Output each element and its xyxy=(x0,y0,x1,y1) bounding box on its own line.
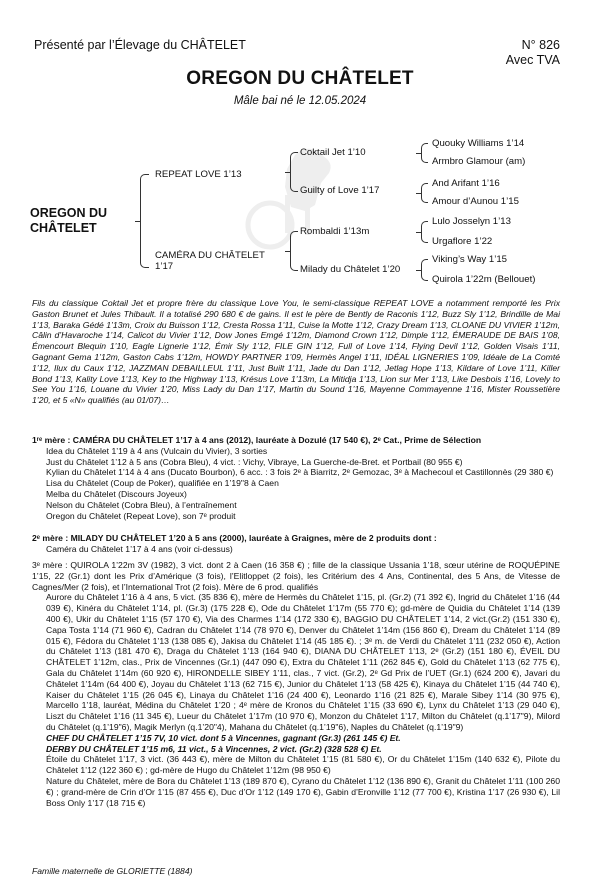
first-dam-line: Nelson du Châtelet (Cobra Bleu), à l’entraînement xyxy=(46,499,237,510)
pedigree-horse: OREGON DU CHÂTELET xyxy=(30,206,108,235)
pedigree-brace-4 xyxy=(421,143,428,163)
pedigree-brace-2 xyxy=(290,152,298,192)
first-dam-line: Lisa du Châtelet (Coup de Poker), qualifiée en 1’19"8 à Caen xyxy=(46,478,279,489)
second-dam-line: Caméra du Châtelet 1’17 à 4 ans (voir ci-dessus) xyxy=(46,543,233,554)
pedigree-sdd: Amour d’Aunou 1’15 xyxy=(432,196,519,207)
third-dam-line: DERBY DU CHÂTELET 1’15 m6, 11 vict., 5 à Vincennes, 2 vict. (Gr.2) (328 528 €) Et. xyxy=(46,743,382,754)
pedigree-dam: CAMÉRA DU CHÂTELET 1’17 xyxy=(155,250,265,272)
tax-note: Avec TVA xyxy=(505,53,560,67)
first-dam-line: Idea du Châtelet 1’19 à 4 ans (Vulcain du Vivier), 3 sorties xyxy=(46,445,268,456)
pedigree-ssd: Armbro Glamour (am) xyxy=(432,156,526,167)
lot-number: N° 826 xyxy=(521,38,560,52)
first-dam-heading: 1ʳᵉ mère : CAMÉRA DU CHÂTELET 1’17 à 4 ans (2012), lauréate à Dozulé (17 540 €), 2ᵉ Cat., Prime de Sélection xyxy=(32,435,482,445)
page-title: OREGON DU CHÂTELET xyxy=(186,68,414,89)
sire-description-text: Fils du classique Coktail Jet et propre frère du classique Love You, le semi-classique REPEAT LOVE a notamment remporté les Prix Gaston Brunet et Jules Thibault. Il a totalisé 290 680 € de gains. Il est le père de Bently de Raconis 1’12, Buzz Sly 1’12, Brindille de Mai 1’13, Baraka Gédé 1’13m, Croix du Buisson 1’12, Cresta Rossa 1’11, Cuise la Motte 1’12, Crazy Dream 1’13, CLOANE DU VIVIER 1’12m, Câlin d’Havaroche 1’14, Calicot du Vivier 1’12, Dow Jones Emgé 1’12m, Diamond Crown 1’12, Dimple 1’12, ÉMERAUDE DE BAIS 1’08, Émencourt Blequin 1’10, Eagle Lignerie 1’12, Émir Sly 1’12, FILE GIN 1’12, Full of Love 1’14, Flying Devil 1’12, Golden Visais 1’11, Gagnant Gema 1’12m, Gaston Cabs 1’12m, HOWDY PARTNER 1’09, Hermès Angel 1’11, IDÉAL LIGNERIES 1’09, Idéale de La Comté 1’12, Ilux du Caux 1’12, JAZZMAN DEBAILLEUL 1’11, Just Built 1’11, Jade du Dan 1’12, Jetlag Hope 1’13, Kildare of Love 1’11, Killer Bond 1’13, Kality Love 1’13, Key to the Highway 1’13, Krésus Love 1’13m, La Mitidja 1’13, Lion sur Mer 1’13, Like Desbois 1’16, Lovely to See You 1’16, Louane du Vivier 1’20, Miss Lady du Dan 1’17, Martin du Sound 1’16, Mayenne Commayenne 1’16, Mister Roussetière 1’20, et 5 «N» qualifiés (au 01/07)… xyxy=(32,298,560,406)
first-dam-line: Just du Châtelet 1’12 à 5 ans (Cobra Bleu), 4 vict. : Vichy, Vibraye, La Guerche-de-Bret. et Portbail (80 955 €) xyxy=(46,456,463,467)
third-dam-section xyxy=(32,560,560,808)
first-dam-section xyxy=(32,435,560,521)
pedigree-dss: Lulo Josselyn 1’13 xyxy=(432,216,511,227)
pedigree-brace-3 xyxy=(290,231,298,271)
first-dam-line: Oregon du Châtelet (Repeat Love), son 7ᵉ produit xyxy=(46,510,236,521)
pedigree-dd: Milady du Châtelet 1’20 xyxy=(300,264,401,275)
first-dam-line: Melba du Châtelet (Discours Joyeux) xyxy=(46,488,187,499)
pedigree-ddd: Quirola 1’22m (Bellouet) xyxy=(432,274,536,285)
presenter-text: Présenté par l’Élevage du CHÂTELET xyxy=(34,38,246,52)
pedigree-dsd: Urgaflore 1’22 xyxy=(432,236,493,247)
pedigree-brace-6 xyxy=(421,221,428,243)
pedigree-brace-7 xyxy=(421,259,428,281)
pedigree-sss: Quouky Williams 1’14 xyxy=(432,138,525,149)
pedigree-brace-5 xyxy=(421,183,428,203)
third-dam-line: Étoile du Châtelet 1’17, 3 vict. (36 443 €), mère de Milton du Châtelet 1’15 (81 580 €), Or du Châtelet 1’15m (140 632 €), Pilote du Châtelet 1’12 (122 360 €) ; gd-mère de Hugo du Châtelet 1’12m (98 950 €) xyxy=(46,754,560,776)
third-dam-line: Aurore du Châtelet 1’16 à 4 ans, 5 vict. (35 836 €), mère de Hermès du Châtelet 1’15, pl. (Gr.2) (71 392 €), Ingrid du Châtelet 1’16 (44 039 €), Kinéra du Châtelet 1’14, pl. (Gr.3) (175 228 €), Ode du Châtelet 1’17m (55 770 €); gd-mère de Quidia du Châtelet 1’14 (139 400 €), Ukir du Châtelet 1’15 (57 170 €), Via des Charmes 1’14 (172 330 €), BAGGIO DU CHÂTELET 1’14, 2 vict.(Gr.2) (151 330 €), Capa Tosta 1’14 (71 960 €), Cadran du Châtelet 1’14 (78 970 €), Denver du Châtelet 1’14m (156 860 €), Dream du Châtelet 1’14 (89 015 €), Fédora du Châtelet 1’13 (138 085 €), Jakisa du Châtelet 1’14 (45 185 €). ; 3ᵉ m. de Verdi du Châtelet 1’11 (232 050 €), Action du Châtelet 1’13 (181 470 €), Draga du Châtelet 1’13 (164 940 €), DIANA DU CHÂTELET 1’13, 2ᵉ (Gr.2) (151 180 €), ÉVEIL DU CHÂTELET 1’12m, clas., Prix de Vincennes (Gr.1) (447 090 €), Extra du Châtelet 1’11 (262 845 €), Gold du Châtelet 1’13 (62 775 €), Gala du Châtelet 1’14m (60 920 €), HIRONDELLE SIBEY 1’11, clas., 7 vict. (Gr.2), 2ᵉ Gd Prix de l’UET (Gr.1) (624 200 €), Javari du Châtelet 1’14m (64 400 €), Joyau du Châtelet 1’13 (62 715 €), Junior du Châtelet 1’13 (58 425 €), Kinaya du Châtelet 1’15 (44 740 €), Kaiser du Châtelet 1’15 (26 045 €), Linaya du Châtelet 1’16 (24 400 €), Leonardo 1’16 (21 825 €), Marale Sibey 1’14 (30 975 €), Marcello 1’18, lauréat, Médina du Châtelet 1’20 ; 4ᵉ mère de Kronos du Châtelet 1’15 (33 690 €), Lynx du Châtelet 1’13 (29 040 €), Liszt du Châtelet 1’16 (11 345 €), Lueur du Châtelet 1’17m (10 970 €), Monzon du Châtelet 1’17, Milton du Châtelet (q.1’17"9), Milord du Châtelet (q.1’19"6), Magik Merlyn (q.1’20"4), Mahana du Châtelet (q.1’19"6), Naples du Châtelet (q.1’19"9) xyxy=(46,592,560,732)
second-dam-section xyxy=(32,533,560,555)
second-dam-heading: 2ᵉ mère : MILADY DU CHÂTELET 1’20 à 5 ans (2000), lauréate à Graignes, mère de 2 produits dont : xyxy=(32,533,437,543)
pedigree-dds: Viking’s Way 1’15 xyxy=(432,254,508,265)
maternal-family-note: Famille maternelle de GLORIETTE (1884) xyxy=(32,866,193,876)
pedigree-sd: Guilty of Love 1’17 xyxy=(300,185,380,196)
third-dam-heading: 3ᵉ mère : QUIROLA 1’22m 3V (1982), 3 vict. dont 2 à Caen (16 358 €) ; fille de la classique Ussania 1’18, sœur utérine de ROQUÉPINE 1’15, 22 (Gr.1) dont les Prix d’Amérique (3 fois), l’Elitloppet (2 fois), les Critérium des 4 Ans, Continental, des 5 Ans, de Vitesse de Cagnes/Mer (2 fois), et l’International Trot (2 fois). Mère de 6 prod. qualifiés xyxy=(32,560,560,592)
sire-description xyxy=(32,298,560,406)
third-dam-line: Nature du Châtelet, mère de Bora du Châtelet 1’13 (189 870 €), Cyrano du Châtelet 1’12 (136 890 €), Granit du Châtelet 1’11 (100 260 €) ; grand-mère de Crin d’Or 1’15 (87 455 €), Duc d’Or 1’12 (149 170 €), Gabin d’Eronville 1’12 (77 700 €), Kristina 1’17 (26 930 €), Lil Boss Only 1’17 (18 715 €) xyxy=(46,775,560,808)
first-dam-line: Kylian du Châtelet 1’14 à 4 ans (Ducato Bourbon), 6 acc. : 3 fois 2ᵉ à Biarritz, 2ᵉ Gemozac, 3ᵉ à Machecoul et Castillonnès (29 380 €) xyxy=(46,467,554,478)
pedigree-sds: And Arifant 1’16 xyxy=(432,178,500,189)
page-subtitle: Mâle bai né le 12.05.2024 xyxy=(233,95,367,107)
pedigree-sire: REPEAT LOVE 1’13 xyxy=(155,169,242,180)
third-dam-line: CHEF DU CHÂTELET 1’15 7V, 10 vict. dont 5 à Vincennes, gagnant (Gr.3) (261 145 €) Et. xyxy=(46,732,401,743)
pedigree-ss: Coktail Jet 1’10 xyxy=(300,147,366,158)
pedigree-ds: Rombaldi 1’13m xyxy=(300,226,370,237)
pedigree-brace-1 xyxy=(140,174,149,268)
